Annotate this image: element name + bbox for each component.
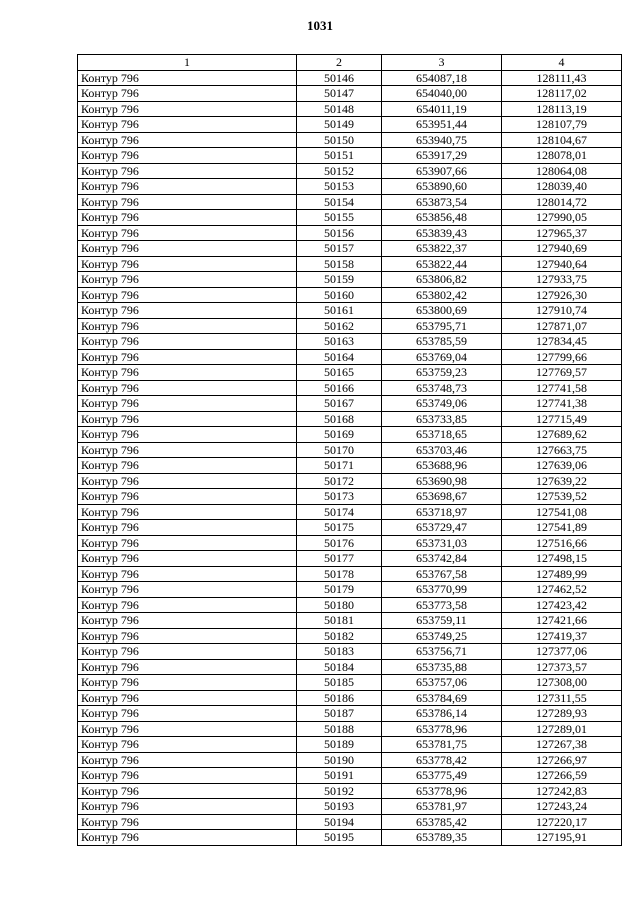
table-row xyxy=(78,163,622,179)
y-coordinate-cell: 127377,06 xyxy=(502,644,622,660)
point-number-cell: 50184 xyxy=(297,659,382,675)
x-coordinate-cell: 653839,43 xyxy=(382,225,502,241)
contour-name-cell: Контур 796 xyxy=(78,194,297,210)
x-coordinate-cell: 653917,29 xyxy=(382,148,502,164)
contour-name-cell: Контур 796 xyxy=(78,675,297,691)
table-row xyxy=(78,566,622,582)
x-coordinate-cell: 653778,42 xyxy=(382,752,502,768)
point-number-cell: 50152 xyxy=(297,163,382,179)
contour-name-cell: Контур 796 xyxy=(78,101,297,117)
x-coordinate-cell: 653698,67 xyxy=(382,489,502,505)
table-row xyxy=(78,427,622,443)
y-coordinate-cell: 127940,64 xyxy=(502,256,622,272)
point-number-cell: 50180 xyxy=(297,597,382,613)
y-coordinate-cell: 127419,37 xyxy=(502,628,622,644)
y-coordinate-cell: 127308,00 xyxy=(502,675,622,691)
y-coordinate-cell: 127289,01 xyxy=(502,721,622,737)
x-coordinate-cell: 653729,47 xyxy=(382,520,502,536)
y-coordinate-cell: 128117,02 xyxy=(502,86,622,102)
x-coordinate-cell: 653731,03 xyxy=(382,535,502,551)
y-coordinate-cell: 127933,75 xyxy=(502,272,622,288)
contour-name-cell: Контур 796 xyxy=(78,535,297,551)
column-header-3: 3 xyxy=(382,55,502,71)
y-coordinate-cell: 127965,37 xyxy=(502,225,622,241)
table-row xyxy=(78,504,622,520)
point-number-cell: 50159 xyxy=(297,272,382,288)
point-number-cell: 50193 xyxy=(297,799,382,815)
table-row xyxy=(78,396,622,412)
x-coordinate-cell: 653742,84 xyxy=(382,551,502,567)
table-row xyxy=(78,241,622,257)
x-coordinate-cell: 653789,35 xyxy=(382,830,502,846)
x-coordinate-cell: 653688,96 xyxy=(382,458,502,474)
y-coordinate-cell: 127799,66 xyxy=(502,349,622,365)
y-coordinate-cell: 127266,59 xyxy=(502,768,622,784)
x-coordinate-cell: 653778,96 xyxy=(382,721,502,737)
contour-name-cell: Контур 796 xyxy=(78,334,297,350)
table-row xyxy=(78,675,622,691)
table-row xyxy=(78,101,622,117)
point-number-cell: 50181 xyxy=(297,613,382,629)
x-coordinate-cell: 654087,18 xyxy=(382,70,502,86)
point-number-cell: 50165 xyxy=(297,365,382,381)
table-row xyxy=(78,814,622,830)
y-coordinate-cell: 127195,91 xyxy=(502,830,622,846)
point-number-cell: 50164 xyxy=(297,349,382,365)
point-number-cell: 50176 xyxy=(297,535,382,551)
y-coordinate-cell: 127242,83 xyxy=(502,783,622,799)
table-row xyxy=(78,551,622,567)
x-coordinate-cell: 653749,06 xyxy=(382,396,502,412)
point-number-cell: 50150 xyxy=(297,132,382,148)
y-coordinate-cell: 127421,66 xyxy=(502,613,622,629)
y-coordinate-cell: 127910,74 xyxy=(502,303,622,319)
table-row xyxy=(78,737,622,753)
x-coordinate-cell: 653778,96 xyxy=(382,783,502,799)
x-coordinate-cell: 653773,58 xyxy=(382,597,502,613)
point-number-cell: 50157 xyxy=(297,241,382,257)
x-coordinate-cell: 653770,99 xyxy=(382,582,502,598)
table-row xyxy=(78,272,622,288)
point-number-cell: 50153 xyxy=(297,179,382,195)
x-coordinate-cell: 654011,19 xyxy=(382,101,502,117)
y-coordinate-cell: 127940,69 xyxy=(502,241,622,257)
point-number-cell: 50146 xyxy=(297,70,382,86)
contour-name-cell: Контур 796 xyxy=(78,582,297,598)
x-coordinate-cell: 653775,49 xyxy=(382,768,502,784)
y-coordinate-cell: 127489,99 xyxy=(502,566,622,582)
contour-name-cell: Контур 796 xyxy=(78,706,297,722)
point-number-cell: 50161 xyxy=(297,303,382,319)
table-row xyxy=(78,86,622,102)
table-row xyxy=(78,799,622,815)
x-coordinate-cell: 653718,97 xyxy=(382,504,502,520)
x-coordinate-cell: 653822,37 xyxy=(382,241,502,257)
point-number-cell: 50185 xyxy=(297,675,382,691)
contour-name-cell: Контур 796 xyxy=(78,473,297,489)
y-coordinate-cell: 128113,19 xyxy=(502,101,622,117)
y-coordinate-cell: 127423,42 xyxy=(502,597,622,613)
table-row xyxy=(78,380,622,396)
table-row xyxy=(78,349,622,365)
table-row xyxy=(78,458,622,474)
point-number-cell: 50168 xyxy=(297,411,382,427)
y-coordinate-cell: 128111,43 xyxy=(502,70,622,86)
point-number-cell: 50171 xyxy=(297,458,382,474)
table-row xyxy=(78,489,622,505)
page-number: 1031 xyxy=(307,18,333,33)
contour-name-cell: Контур 796 xyxy=(78,132,297,148)
x-coordinate-cell: 653951,44 xyxy=(382,117,502,133)
contour-name-cell: Контур 796 xyxy=(78,520,297,536)
x-coordinate-cell: 653757,06 xyxy=(382,675,502,691)
y-coordinate-cell: 127741,38 xyxy=(502,396,622,412)
point-number-cell: 50189 xyxy=(297,737,382,753)
y-coordinate-cell: 127769,57 xyxy=(502,365,622,381)
x-coordinate-cell: 653873,54 xyxy=(382,194,502,210)
point-number-cell: 50192 xyxy=(297,783,382,799)
table-row xyxy=(78,225,622,241)
x-coordinate-cell: 653802,42 xyxy=(382,287,502,303)
contour-name-cell: Контур 796 xyxy=(78,303,297,319)
point-number-cell: 50151 xyxy=(297,148,382,164)
column-header-2: 2 xyxy=(297,55,382,71)
contour-name-cell: Контур 796 xyxy=(78,272,297,288)
y-coordinate-cell: 127498,15 xyxy=(502,551,622,567)
contour-name-cell: Контур 796 xyxy=(78,117,297,133)
contour-name-cell: Контур 796 xyxy=(78,752,297,768)
point-number-cell: 50155 xyxy=(297,210,382,226)
contour-name-cell: Контур 796 xyxy=(78,830,297,846)
y-coordinate-cell: 127289,93 xyxy=(502,706,622,722)
y-coordinate-cell: 127715,49 xyxy=(502,411,622,427)
y-coordinate-cell: 127639,06 xyxy=(502,458,622,474)
y-coordinate-cell: 127462,52 xyxy=(502,582,622,598)
point-number-cell: 50167 xyxy=(297,396,382,412)
point-number-cell: 50163 xyxy=(297,334,382,350)
point-number-cell: 50149 xyxy=(297,117,382,133)
contour-name-cell: Контур 796 xyxy=(78,179,297,195)
y-coordinate-cell: 127639,22 xyxy=(502,473,622,489)
y-coordinate-cell: 127663,75 xyxy=(502,442,622,458)
table-row xyxy=(78,768,622,784)
x-coordinate-cell: 653718,65 xyxy=(382,427,502,443)
x-coordinate-cell: 653856,48 xyxy=(382,210,502,226)
x-coordinate-cell: 653759,11 xyxy=(382,613,502,629)
contour-name-cell: Контур 796 xyxy=(78,86,297,102)
table-row xyxy=(78,148,622,164)
point-number-cell: 50194 xyxy=(297,814,382,830)
contour-name-cell: Контур 796 xyxy=(78,628,297,644)
table-row xyxy=(78,365,622,381)
point-number-cell: 50166 xyxy=(297,380,382,396)
y-coordinate-cell: 127311,55 xyxy=(502,690,622,706)
y-coordinate-cell: 127926,30 xyxy=(502,287,622,303)
point-number-cell: 50169 xyxy=(297,427,382,443)
contour-name-cell: Контур 796 xyxy=(78,349,297,365)
contour-name-cell: Контур 796 xyxy=(78,737,297,753)
point-number-cell: 50173 xyxy=(297,489,382,505)
contour-name-cell: Контур 796 xyxy=(78,442,297,458)
x-coordinate-cell: 653769,04 xyxy=(382,349,502,365)
table-row xyxy=(78,132,622,148)
table-row xyxy=(78,830,622,846)
contour-name-cell: Контур 796 xyxy=(78,613,297,629)
point-number-cell: 50179 xyxy=(297,582,382,598)
contour-name-cell: Контур 796 xyxy=(78,427,297,443)
contour-name-cell: Контур 796 xyxy=(78,644,297,660)
y-coordinate-cell: 128107,79 xyxy=(502,117,622,133)
y-coordinate-cell: 127243,24 xyxy=(502,799,622,815)
column-header-4: 4 xyxy=(502,55,622,71)
x-coordinate-cell: 653756,71 xyxy=(382,644,502,660)
table-row xyxy=(78,194,622,210)
y-coordinate-cell: 128104,67 xyxy=(502,132,622,148)
point-number-cell: 50147 xyxy=(297,86,382,102)
point-number-cell: 50187 xyxy=(297,706,382,722)
point-number-cell: 50177 xyxy=(297,551,382,567)
x-coordinate-cell: 653795,71 xyxy=(382,318,502,334)
point-number-cell: 50170 xyxy=(297,442,382,458)
y-coordinate-cell: 127220,17 xyxy=(502,814,622,830)
contour-name-cell: Контур 796 xyxy=(78,318,297,334)
column-header-1: 1 xyxy=(78,55,297,71)
contour-name-cell: Контур 796 xyxy=(78,411,297,427)
coordinates-table xyxy=(77,54,622,846)
y-coordinate-cell: 127541,89 xyxy=(502,520,622,536)
x-coordinate-cell: 653890,60 xyxy=(382,179,502,195)
point-number-cell: 50182 xyxy=(297,628,382,644)
x-coordinate-cell: 653703,46 xyxy=(382,442,502,458)
table-row xyxy=(78,70,622,86)
contour-name-cell: Контур 796 xyxy=(78,814,297,830)
contour-name-cell: Контур 796 xyxy=(78,287,297,303)
y-coordinate-cell: 127267,38 xyxy=(502,737,622,753)
point-number-cell: 50154 xyxy=(297,194,382,210)
y-coordinate-cell: 127834,45 xyxy=(502,334,622,350)
table-row xyxy=(78,256,622,272)
contour-name-cell: Контур 796 xyxy=(78,551,297,567)
contour-name-cell: Контур 796 xyxy=(78,690,297,706)
y-coordinate-cell: 127516,66 xyxy=(502,535,622,551)
table-row xyxy=(78,520,622,536)
point-number-cell: 50191 xyxy=(297,768,382,784)
y-coordinate-cell: 127990,05 xyxy=(502,210,622,226)
table-row xyxy=(78,706,622,722)
y-coordinate-cell: 127266,97 xyxy=(502,752,622,768)
point-number-cell: 50160 xyxy=(297,287,382,303)
y-coordinate-cell: 128039,40 xyxy=(502,179,622,195)
table-row xyxy=(78,442,622,458)
table-row xyxy=(78,613,622,629)
point-number-cell: 50158 xyxy=(297,256,382,272)
point-number-cell: 50172 xyxy=(297,473,382,489)
contour-name-cell: Контур 796 xyxy=(78,380,297,396)
table-body xyxy=(78,55,622,846)
table-row xyxy=(78,659,622,675)
x-coordinate-cell: 654040,00 xyxy=(382,86,502,102)
contour-name-cell: Контур 796 xyxy=(78,70,297,86)
table-header-row xyxy=(78,55,622,71)
x-coordinate-cell: 653784,69 xyxy=(382,690,502,706)
y-coordinate-cell: 128078,01 xyxy=(502,148,622,164)
table-row xyxy=(78,117,622,133)
contour-name-cell: Контур 796 xyxy=(78,256,297,272)
x-coordinate-cell: 653800,69 xyxy=(382,303,502,319)
point-number-cell: 50156 xyxy=(297,225,382,241)
x-coordinate-cell: 653748,73 xyxy=(382,380,502,396)
contour-name-cell: Контур 796 xyxy=(78,489,297,505)
contour-name-cell: Контур 796 xyxy=(78,504,297,520)
contour-name-cell: Контур 796 xyxy=(78,597,297,613)
contour-name-cell: Контур 796 xyxy=(78,210,297,226)
x-coordinate-cell: 653785,59 xyxy=(382,334,502,350)
table-row xyxy=(78,752,622,768)
point-number-cell: 50183 xyxy=(297,644,382,660)
table-row xyxy=(78,411,622,427)
y-coordinate-cell: 127871,07 xyxy=(502,318,622,334)
table-row xyxy=(78,318,622,334)
contour-name-cell: Контур 796 xyxy=(78,783,297,799)
point-number-cell: 50174 xyxy=(297,504,382,520)
x-coordinate-cell: 653822,44 xyxy=(382,256,502,272)
y-coordinate-cell: 128014,72 xyxy=(502,194,622,210)
contour-name-cell: Контур 796 xyxy=(78,241,297,257)
x-coordinate-cell: 653806,82 xyxy=(382,272,502,288)
contour-name-cell: Контур 796 xyxy=(78,659,297,675)
table-row xyxy=(78,287,622,303)
table-row xyxy=(78,582,622,598)
point-number-cell: 50178 xyxy=(297,566,382,582)
table-row xyxy=(78,179,622,195)
y-coordinate-cell: 127741,58 xyxy=(502,380,622,396)
contour-name-cell: Контур 796 xyxy=(78,365,297,381)
x-coordinate-cell: 653940,75 xyxy=(382,132,502,148)
table-row xyxy=(78,303,622,319)
x-coordinate-cell: 653781,75 xyxy=(382,737,502,753)
table-row xyxy=(78,644,622,660)
table-row xyxy=(78,535,622,551)
contour-name-cell: Контур 796 xyxy=(78,566,297,582)
point-number-cell: 50190 xyxy=(297,752,382,768)
point-number-cell: 50195 xyxy=(297,830,382,846)
contour-name-cell: Контур 796 xyxy=(78,721,297,737)
y-coordinate-cell: 127541,08 xyxy=(502,504,622,520)
table-row xyxy=(78,690,622,706)
table-row xyxy=(78,334,622,350)
table-row xyxy=(78,628,622,644)
x-coordinate-cell: 653785,42 xyxy=(382,814,502,830)
contour-name-cell: Контур 796 xyxy=(78,163,297,179)
point-number-cell: 50186 xyxy=(297,690,382,706)
x-coordinate-cell: 653749,25 xyxy=(382,628,502,644)
y-coordinate-cell: 127689,62 xyxy=(502,427,622,443)
x-coordinate-cell: 653735,88 xyxy=(382,659,502,675)
point-number-cell: 50148 xyxy=(297,101,382,117)
x-coordinate-cell: 653690,98 xyxy=(382,473,502,489)
table-row xyxy=(78,210,622,226)
point-number-cell: 50162 xyxy=(297,318,382,334)
contour-name-cell: Контур 796 xyxy=(78,768,297,784)
x-coordinate-cell: 653767,58 xyxy=(382,566,502,582)
contour-name-cell: Контур 796 xyxy=(78,458,297,474)
x-coordinate-cell: 653781,97 xyxy=(382,799,502,815)
y-coordinate-cell: 127373,57 xyxy=(502,659,622,675)
table-row xyxy=(78,783,622,799)
contour-name-cell: Контур 796 xyxy=(78,396,297,412)
contour-name-cell: Контур 796 xyxy=(78,148,297,164)
contour-name-cell: Контур 796 xyxy=(78,799,297,815)
x-coordinate-cell: 653907,66 xyxy=(382,163,502,179)
x-coordinate-cell: 653786,14 xyxy=(382,706,502,722)
point-number-cell: 50175 xyxy=(297,520,382,536)
x-coordinate-cell: 653759,23 xyxy=(382,365,502,381)
y-coordinate-cell: 127539,52 xyxy=(502,489,622,505)
x-coordinate-cell: 653733,85 xyxy=(382,411,502,427)
table-row xyxy=(78,597,622,613)
table-row xyxy=(78,473,622,489)
y-coordinate-cell: 128064,08 xyxy=(502,163,622,179)
contour-name-cell: Контур 796 xyxy=(78,225,297,241)
point-number-cell: 50188 xyxy=(297,721,382,737)
table-row xyxy=(78,721,622,737)
